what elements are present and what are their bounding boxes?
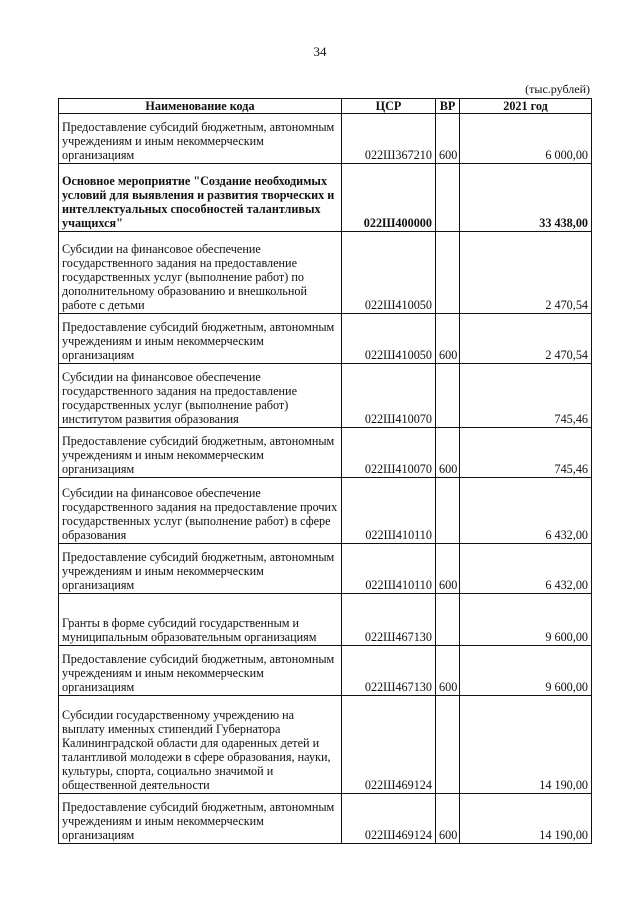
row-name-cell: Субсидии на финансовое обеспечение государственного задания на предоставление государственных услуг (выполнение работ) по дополнительному образованию и внешкольной работе с детьми [59, 232, 342, 314]
row-name-cell: Предоставление субсидий бюджетным, автономным учреждениям и иным некоммерческим организациям [59, 428, 342, 478]
row-csr-cell: 022Ш467130 [342, 646, 436, 696]
table-header-row [59, 99, 592, 114]
table-row [59, 794, 592, 844]
header-csr: ЦСР [342, 99, 436, 114]
table-row [59, 478, 592, 544]
row-sum-cell: 33 438,00 [460, 164, 592, 232]
row-sum-cell: 9 600,00 [460, 646, 592, 696]
header-name: Наименование кода [59, 99, 342, 114]
row-name-cell: Предоставление субсидий бюджетным, автономным учреждениям и иным некоммерческим организациям [59, 114, 342, 164]
row-vr-cell [436, 364, 460, 428]
row-vr-cell [436, 696, 460, 794]
row-sum-cell: 2 470,54 [460, 314, 592, 364]
table-row [59, 544, 592, 594]
table-row [59, 232, 592, 314]
table-row [59, 696, 592, 794]
row-vr-cell: 600 [436, 114, 460, 164]
row-sum-cell: 9 600,00 [460, 594, 592, 646]
row-sum-cell: 745,46 [460, 364, 592, 428]
row-vr-cell [436, 164, 460, 232]
row-csr-cell: 022Ш410110 [342, 478, 436, 544]
row-csr-cell: 022Ш410110 [342, 544, 436, 594]
row-csr-cell: 022Ш400000 [342, 164, 436, 232]
row-vr-cell [436, 232, 460, 314]
row-vr-cell [436, 594, 460, 646]
row-vr-cell: 600 [436, 314, 460, 364]
row-name-cell: Гранты в форме субсидий государственным и муниципальным образовательным организациям [59, 594, 342, 646]
row-name-cell: Предоставление субсидий бюджетным, автономным учреждениям и иным некоммерческим организациям [59, 544, 342, 594]
table-row [59, 646, 592, 696]
row-name-cell: Субсидии на финансовое обеспечение государственного задания на предоставление прочих государственных услуг (выполнение работ) в сфере образования [59, 478, 342, 544]
row-sum-cell: 745,46 [460, 428, 592, 478]
row-sum-cell: 6 432,00 [460, 478, 592, 544]
row-csr-cell: 022Ш467130 [342, 594, 436, 646]
row-name-cell: Субсидии государственному учреждению на выплату именных стипендий Губернатора Калининградской области для одаренных детей и талантливой молодежи в сфере образования, науки, культуры, спорта, социально значимой и общественной деятельности [59, 696, 342, 794]
row-sum-cell: 14 190,00 [460, 696, 592, 794]
row-name-cell: Предоставление субсидий бюджетным, автономным учреждениям и иным некоммерческим организациям [59, 314, 342, 364]
row-vr-cell: 600 [436, 544, 460, 594]
budget-table [58, 98, 592, 844]
header-vr: ВР [436, 99, 460, 114]
table-row [59, 594, 592, 646]
row-sum-cell: 6 000,00 [460, 114, 592, 164]
row-csr-cell: 022Ш410050 [342, 314, 436, 364]
row-sum-cell: 2 470,54 [460, 232, 592, 314]
table-row [59, 428, 592, 478]
table-row [59, 364, 592, 428]
row-csr-cell: 022Ш367210 [342, 114, 436, 164]
table-row [59, 114, 592, 164]
row-csr-cell: 022Ш469124 [342, 794, 436, 844]
row-sum-cell: 14 190,00 [460, 794, 592, 844]
row-vr-cell: 600 [436, 794, 460, 844]
row-csr-cell: 022Ш410050 [342, 232, 436, 314]
units-label: (тыс.рублей) [525, 82, 590, 96]
page-number: 34 [313, 44, 327, 59]
row-csr-cell: 022Ш410070 [342, 428, 436, 478]
row-csr-cell: 022Ш410070 [342, 364, 436, 428]
row-vr-cell: 600 [436, 646, 460, 696]
table-row [59, 314, 592, 364]
row-vr-cell: 600 [436, 428, 460, 478]
row-sum-cell: 6 432,00 [460, 544, 592, 594]
row-vr-cell [436, 478, 460, 544]
row-csr-cell: 022Ш469124 [342, 696, 436, 794]
row-name-cell: Субсидии на финансовое обеспечение государственного задания на предоставление государственных услуг (выполнение работ) институтом развития образования [59, 364, 342, 428]
row-name-cell: Предоставление субсидий бюджетным, автономным учреждениям и иным некоммерческим организациям [59, 794, 342, 844]
row-name-cell: Предоставление субсидий бюджетным, автономным учреждениям и иным некоммерческим организациям [59, 646, 342, 696]
header-sum: 2021 год [460, 99, 592, 114]
table-row [59, 164, 592, 232]
row-name-cell: Основное мероприятие "Создание необходимых условий для выявления и развития творческих и интеллектуальных способностей талантливых учащихся" [59, 164, 342, 232]
